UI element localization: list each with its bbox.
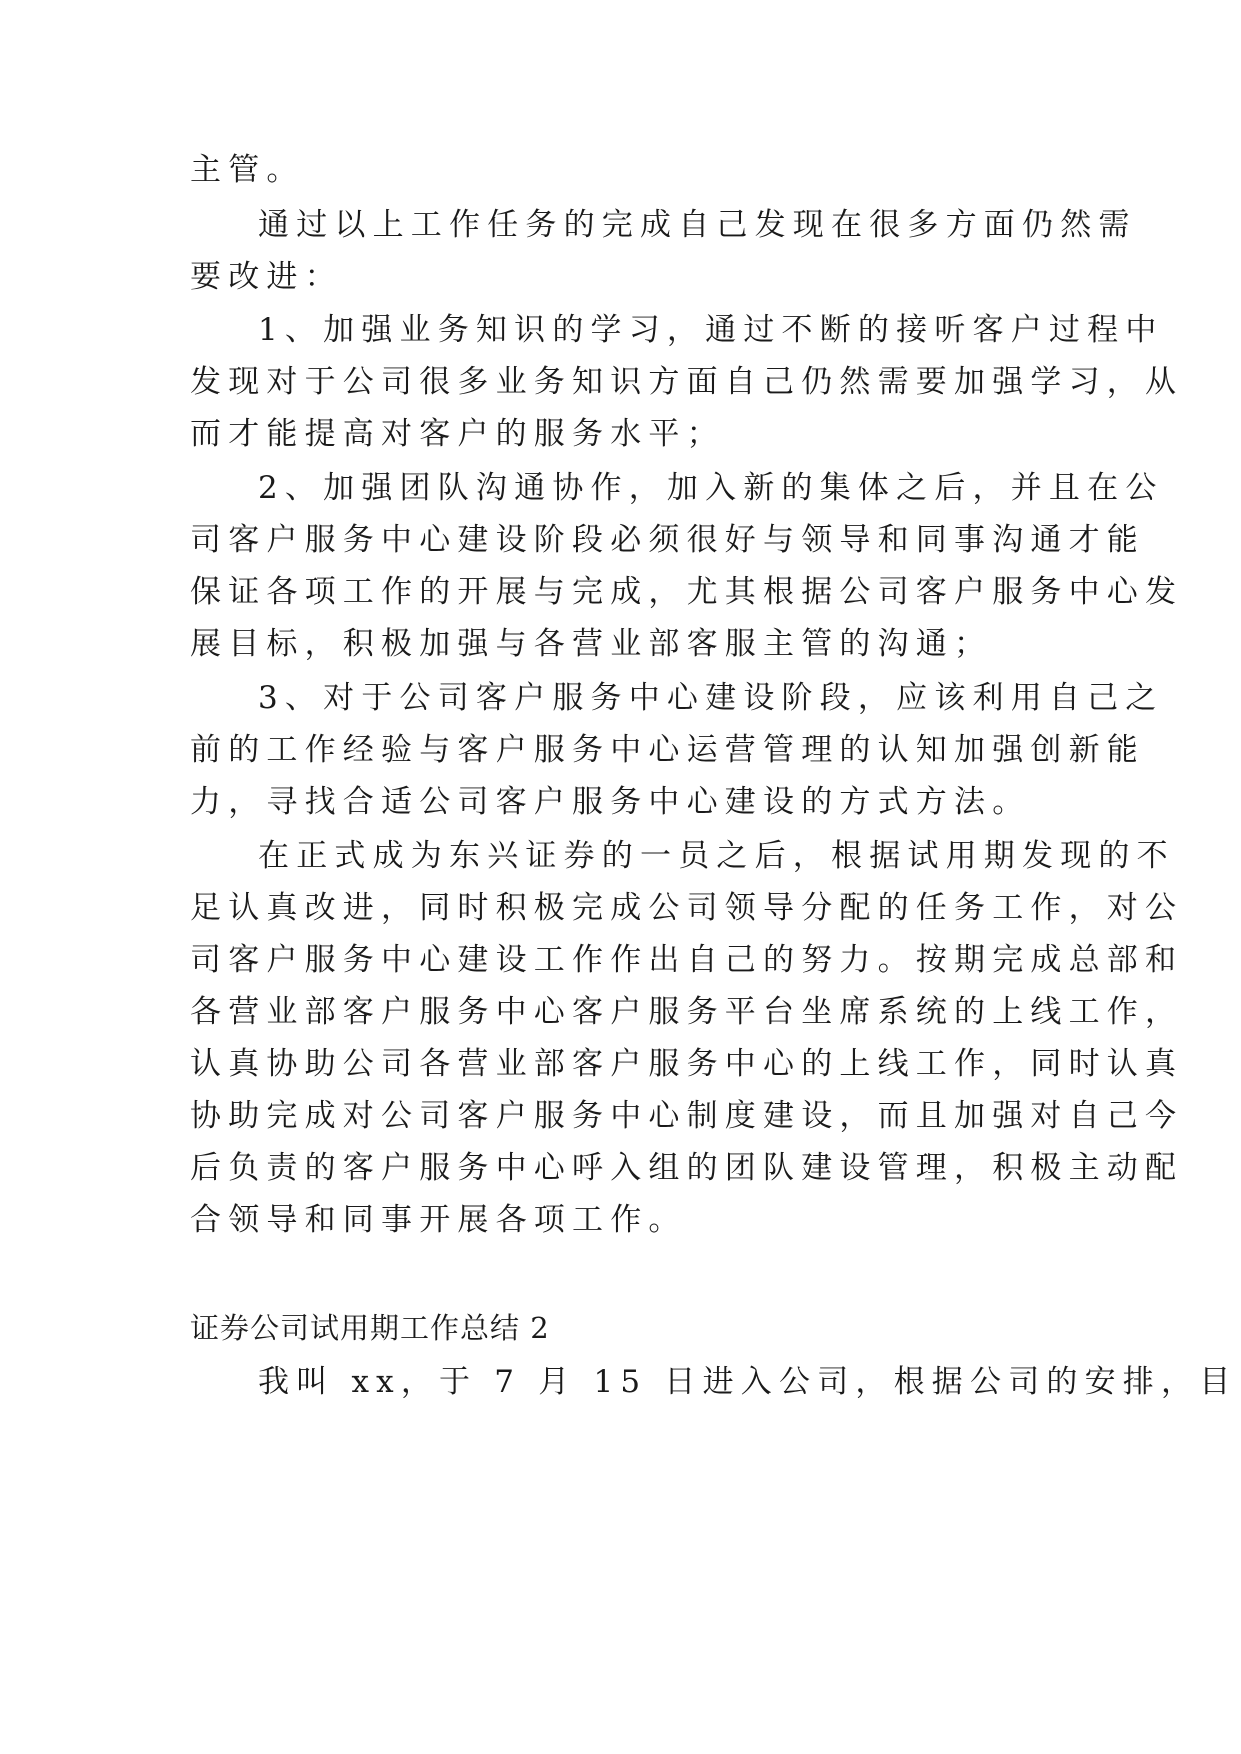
text-line: 展目标，积极加强与各营业部客服主管的沟通；: [190, 626, 993, 662]
section-title: 证券公司试用期工作总结 2: [190, 1311, 550, 1345]
text-line: 协助完成对公司客户服务中心制度建设，而且加强对自己今: [190, 1098, 1184, 1134]
text-line: 司客户服务中心建设工作作出自己的努力。按期完成总部和: [190, 942, 1184, 978]
text-line: 2、加强团队沟通协作，加入新的集体之后，并且在公: [258, 470, 1164, 506]
text-line: 力，寻找合适公司客户服务中心建设的方式方法。: [190, 784, 1031, 820]
text-line: 要改进：: [190, 259, 343, 295]
text-line: 后负责的客户服务中心呼入组的团队建设管理，积极主动配: [190, 1150, 1184, 1186]
text-line: 前的工作经验与客户服务中心运营管理的认知加强创新能: [190, 732, 1145, 768]
text-line: 主管。: [190, 152, 305, 188]
text-line: 发现对于公司很多业务知识方面自己仍然需要加强学习，从: [190, 364, 1184, 400]
text-line: 各营业部客户服务中心客户服务平台坐席系统的上线工作，: [190, 994, 1184, 1030]
text-line: 合领导和同事开展各项工作。: [190, 1202, 687, 1238]
text-line: 1、加强业务知识的学习，通过不断的接听客户过程中: [258, 312, 1164, 348]
text-line: 在正式成为东兴证券的一员之后，根据试用期发现的不: [258, 838, 1175, 874]
text-line: 保证各项工作的开展与完成，尤其根据公司客户服务中心发: [190, 574, 1184, 610]
text-line: 通过以上工作任务的完成自己发现在很多方面仍然需: [258, 207, 1137, 243]
text-line: 足认真改进，同时积极完成公司领导分配的任务工作，对公: [190, 890, 1184, 926]
text-line: 我叫 xx，于 7 月 15 日进入公司，根据公司的安排，目: [258, 1364, 1238, 1400]
text-line: 3、对于公司客户服务中心建设阶段，应该利用自己之: [258, 680, 1164, 716]
text-line: 司客户服务中心建设阶段必须很好与领导和同事沟通才能: [190, 522, 1145, 558]
text-line: 认真协助公司各营业部客户服务中心的上线工作，同时认真: [190, 1046, 1184, 1082]
text-line: 而才能提高对客户的服务水平；: [190, 416, 725, 452]
